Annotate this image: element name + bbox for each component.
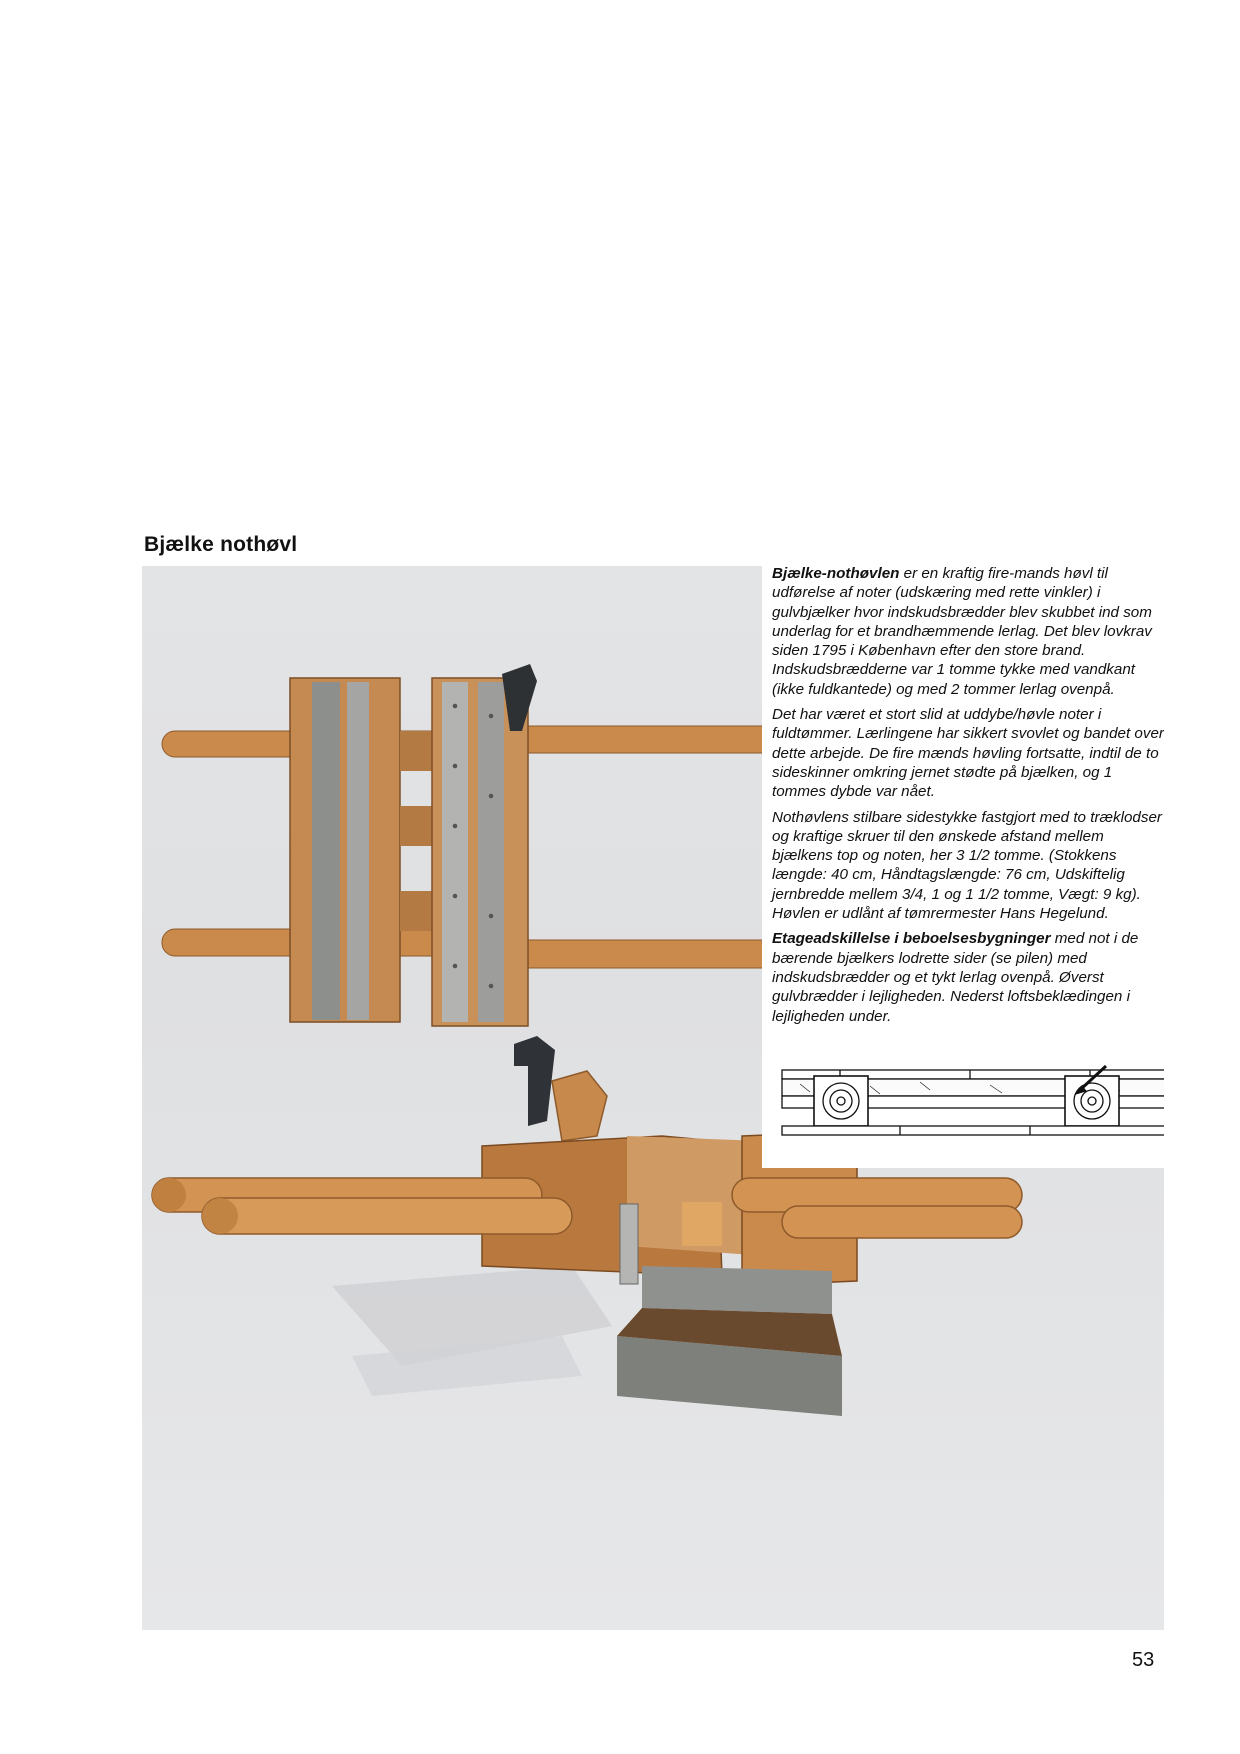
term-etageadskillelse: Etageadskillelse i beboelsesbygninger <box>772 930 1051 948</box>
page-title: Bjælke nothøvl <box>144 533 298 556</box>
paragraph-specs: Nothøvlens stilbare sidestykke fastgjort med to træklodser og kraftige skruer til den ønskede afstand mellem bjælkens top og noten, her 3 1/2 tomme. (Stokkens længde: 40 cm, Håndtagslængde: 76 cm, Udskiftelig jernbredde mellem 3/4, 1 og 1 1/2 tomme, Vægt: 9 kg). Høvlen er udlånt af tømrermester Hans Hegelund. <box>772 808 1162 923</box>
page-number: 53 <box>1132 1649 1155 1671</box>
paragraph-intro <box>772 566 1164 699</box>
plane-top-view <box>162 664 817 1026</box>
photo-panel <box>142 566 1164 1630</box>
paragraph-labour: Det har været et stort slid at uddybe/høvle noter i fuldtømmer. Lærlingene har sikkert svovlet og bandet over dette arbejde. De fire mænds høvling fortsatte, indtil de to sideskinner omkring jernet stødte på bjælken, og 1 tommes dybde var nået. <box>772 706 1164 801</box>
term-bjaelke-nothovlen: Bjælke-nothøvlen <box>772 566 900 582</box>
text-column <box>762 566 1164 1168</box>
paragraph-intro-body: er en kraftig fire-mands høvl til udførelse af noter (udskæring med rette vinkler) i gulvbjælker hvor indskudsbrædder blev skubbet ind som underlag for et brandhæmmende lerlag. Det blev lovkrav siden 1795 i København efter den store brand. Indskudsbrædderne var 1 tomme tykke med vandkant (ikke fuldkantede) og med 2 tommer lerlag ovenpå. <box>772 566 1152 698</box>
floor-section-drawing <box>780 1064 1164 1142</box>
paragraph-floor-structure <box>772 929 1164 1025</box>
paragraph-floor-structure-body: med not i de bærende bjælkers lodrette sider (se pilen) med indskudsbrædder og et tykt lerlag ovenpå. Øverst gulvbrædder i lejligheden. Nederst loftsbeklædingen i lejligheden under. <box>772 930 1139 1025</box>
